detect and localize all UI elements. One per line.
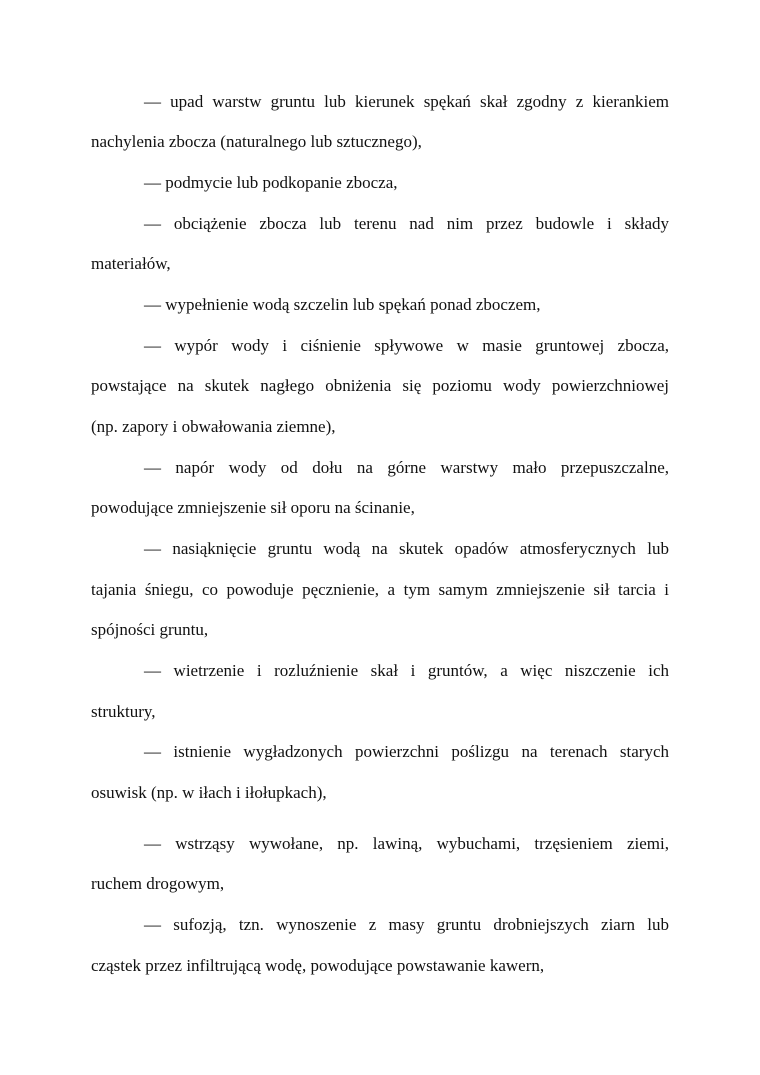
list-item-line: tajania śniegu, co powoduje pęcznienie, a tym samym zmniejszenie sił tarcia i bbox=[91, 580, 669, 599]
list-item-line: powodujące zmniejszenie sił oporu na ścinanie, bbox=[91, 498, 415, 517]
list-item-line: — wypór wody i ciśnienie spływowe w masie gruntowej zbocza, bbox=[144, 336, 669, 355]
list-item-line: — obciążenie zbocza lub terenu nad nim przez budowle i składy bbox=[144, 214, 669, 233]
list-item-line: nachylenia zbocza (naturalnego lub sztucznego), bbox=[91, 132, 422, 151]
list-item-line: — napór wody od dołu na górne warstwy mało przepuszczalne, bbox=[144, 458, 669, 477]
list-item-line: — wietrzenie i rozluźnienie skał i gruntów, a więc niszczenie ich bbox=[144, 661, 669, 680]
list-item-line: — wypełnienie wodą szczelin lub spękań ponad zboczem, bbox=[144, 295, 541, 314]
list-item-line: — wstrząsy wywołane, np. lawiną, wybuchami, trzęsieniem ziemi, bbox=[144, 834, 669, 853]
list-item-line: cząstek przez infiltrującą wodę, powodujące powstawanie kawern, bbox=[91, 956, 545, 975]
list-item-line: spójności gruntu, bbox=[91, 620, 209, 639]
list-item-line: — podmycie lub podkopanie zbocza, bbox=[144, 173, 398, 192]
list-item-line: — istnienie wygładzonych powierzchni poślizgu na terenach starych bbox=[144, 742, 669, 761]
list-item-line: materiałów, bbox=[91, 254, 171, 273]
list-item-line: powstające na skutek nagłego obniżenia się poziomu wody powierzchniowej bbox=[91, 376, 669, 395]
list-item-line: ruchem drogowym, bbox=[91, 874, 225, 893]
list-item-line: — upad warstw gruntu lub kierunek spękań skał zgodny z kierankiem bbox=[144, 92, 669, 111]
list-item-line: osuwisk (np. w iłach i iłołupkach), bbox=[91, 783, 327, 802]
list-item-line: struktury, bbox=[91, 702, 156, 721]
list-item-line: — sufozją, tzn. wynoszenie z masy gruntu drobniejszych ziarn lub bbox=[144, 915, 669, 934]
list-item-line: — nasiąknięcie gruntu wodą na skutek opadów atmosferycznych lub bbox=[144, 539, 669, 558]
list-item-line: (np. zapory i obwałowania ziemne), bbox=[91, 417, 336, 436]
